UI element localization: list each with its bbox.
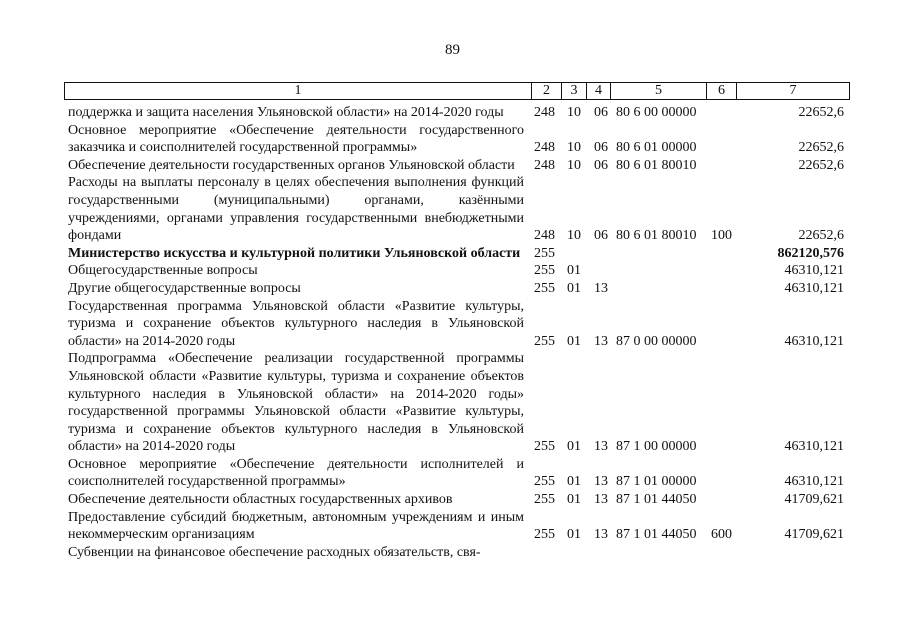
row-description: Государственная программа Ульяновской области «Развитие культуры, туризма и сохранение объектов культурного наследия в Ульяновской области» на 2014-2020 годы [68,298,524,349]
row-c2-value: 248 [534,228,555,244]
table-row [64,298,850,351]
table-row [64,456,850,491]
row-description: Основное мероприятие «Обеспечение деятельности государственного заказчика и соисполнителей государственной программы» [68,122,524,156]
row-description: Субвенции на финансовое обеспечение расходных обязательств, свя- [68,544,481,560]
row-c2-value: 255 [534,474,555,490]
row-c5-value: 80 6 01 80010 [616,157,697,173]
row-description: Основное мероприятие «Обеспечение деятельности исполнителей и соисполнителей государственной программы» [68,456,524,490]
header-col-3: 3 [561,83,586,99]
row-c2-value: 255 [534,280,555,296]
row-c6-value: 600 [711,527,732,543]
row-description: Министерство искусства и культурной политики Ульяновской области [68,245,521,261]
row-description: Обеспечение деятельности государственных органов Ульяновской области [68,157,515,173]
row-c4-value: 13 [594,439,608,455]
row-c4-value: 13 [594,492,608,508]
row-c7-value: 41709,621 [784,492,844,508]
row-c6-value: 100 [711,228,732,244]
row-c7-value: 22652,6 [798,157,844,173]
header-col-5: 5 [610,83,706,99]
table-row [64,350,850,456]
row-c4-value: 13 [594,280,608,296]
table-row [64,509,850,544]
table-row [64,122,850,157]
row-c3-value: 01 [567,439,581,455]
row-c7-value: 22652,6 [798,140,844,156]
row-c5-value: 87 1 01 44050 [616,527,697,543]
header-col-4: 4 [586,83,610,99]
row-c5-value: 87 1 01 00000 [616,474,697,490]
row-c7-value: 46310,121 [784,439,844,455]
row-c4-value: 13 [594,527,608,543]
row-c2-value: 248 [534,157,555,173]
row-c7-value: 22652,6 [798,105,844,120]
header-col-2: 2 [531,83,561,99]
row-c7-value: 22652,6 [798,228,844,244]
row-c3-value: 10 [567,105,581,120]
row-description: Подпрограмма «Обеспечение реализации государственной программы Ульяновской области «Развитие культуры, туризма и сохранение объектов культурного наследия в Ульяновской области» на 2014-2020 годы» государственной программы Ульяновской области «Развитие культуры, туризма и сохранение объектов культурного наследия в Ульяновской области» на 2014-2020 годы [68,351,524,455]
table-row [64,157,850,175]
row-c3-value: 01 [567,474,581,490]
row-c2-value: 255 [534,527,555,543]
row-c2-value: 255 [534,263,555,279]
row-c3-value: 10 [567,140,581,156]
row-c2-value: 248 [534,140,555,156]
row-c5-value: 87 1 01 44050 [616,492,697,508]
row-c2-value: 255 [534,439,555,455]
row-c3-value: 01 [567,492,581,508]
row-c3-value: 01 [567,333,581,349]
row-c5-value: 80 6 00 00000 [616,105,697,120]
row-description: Обеспечение деятельности областных государственных архивов [68,492,453,508]
row-description: Предоставление субсидий бюджетным, автономным учреждениям и иным некоммерческим организациям [68,509,524,543]
row-c7-value: 46310,121 [784,474,844,490]
table-row [64,174,850,244]
row-c5-value: 80 6 01 80010 [616,228,697,244]
row-c5-value: 80 6 01 00000 [616,140,697,156]
row-c2-value: 255 [534,333,555,349]
row-c7-value: 46310,121 [784,333,844,349]
row-c2-value: 255 [534,245,555,261]
row-c7-value: 862120,576 [777,245,844,261]
header-col-7: 7 [736,83,849,99]
row-description: Другие общегосударственные вопросы [68,280,301,296]
row-c2-value: 248 [534,105,555,120]
row-c5-value: 87 1 00 00000 [616,439,697,455]
row-description: поддержка и защита населения Ульяновской области» на 2014-2020 годы [68,105,504,120]
row-description: Общегосударственные вопросы [68,263,258,279]
row-c4-value: 13 [594,333,608,349]
table-row [64,245,850,263]
page-number: 89 [445,42,460,58]
row-c7-value: 41709,621 [784,527,844,543]
table-row [64,280,850,298]
header-col-1: 1 [294,83,302,98]
table-header-row [64,82,850,100]
row-c3-value: 01 [567,527,581,543]
row-c3-value: 01 [567,280,581,296]
header-col-6: 6 [706,83,736,99]
row-c4-value: 06 [594,157,608,173]
row-c4-value: 13 [594,474,608,490]
row-description: Расходы на выплаты персоналу в целях обеспечения выполнения функций государственными (муниципальными) органами, казёнными учреждениями, органами управления государственными внебюджетными фондами [68,175,524,244]
table-row [64,491,850,509]
row-c3-value: 10 [567,157,581,173]
row-c4-value: 06 [594,105,608,120]
table-row [64,544,850,562]
row-c7-value: 46310,121 [784,280,844,296]
row-c5-value: 87 0 00 00000 [616,333,697,349]
row-c2-value: 255 [534,492,555,508]
budget-table-body [64,104,850,561]
row-c4-value: 06 [594,140,608,156]
table-row [64,104,850,122]
table-row [64,262,850,280]
row-c7-value: 46310,121 [784,263,844,279]
row-c3-value: 10 [567,228,581,244]
row-c4-value: 06 [594,228,608,244]
row-c3-value: 01 [567,263,581,279]
